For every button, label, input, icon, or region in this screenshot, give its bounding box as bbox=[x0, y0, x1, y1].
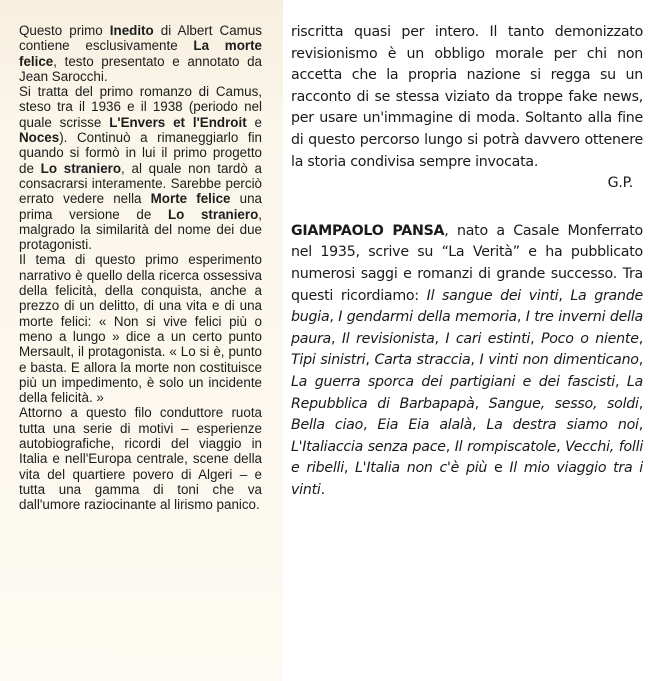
author-signature: G.P. bbox=[607, 175, 633, 192]
bold-title: Lo straniero bbox=[167, 206, 259, 222]
text-run: Il tema di questo primo esperimento narrativo è quello della ricerca ossessiva della felicità, della conquista, anche a prezzo di un delitto, di una vita e di una morte felici: « Non si vive felici più o meno a lungo » dice a un certo punto Mersault, il protagonista. « Lo si è, punto e basta. E allora la morte non costituisce più un impedimento, è solo un incidente della felicità. » bbox=[19, 252, 262, 406]
book-title: I tre inverni della paura bbox=[291, 309, 643, 347]
title-separator: , bbox=[638, 417, 643, 434]
description-paragraph bbox=[19, 252, 262, 405]
title-separator: , bbox=[638, 395, 643, 412]
book-titles-list bbox=[291, 288, 643, 477]
book-title: I vinti non dimenticano bbox=[479, 352, 639, 369]
description-paragraph bbox=[19, 84, 262, 252]
book-description-column bbox=[19, 23, 262, 513]
book-title: L'Italiaccia senza pace bbox=[291, 438, 446, 455]
book-title: Il revisionista bbox=[341, 330, 435, 347]
book-title: Sangue, sesso, soldi bbox=[488, 395, 639, 412]
text-run: una prima versione de bbox=[19, 191, 262, 222]
text-run: di Albert Camus contiene esclusivamente bbox=[19, 23, 262, 54]
book-title: Carta straccia bbox=[374, 352, 471, 369]
book-title: La destra siamo noi bbox=[486, 417, 639, 434]
last-conjunction: e bbox=[487, 460, 510, 477]
title-separator: , bbox=[470, 352, 480, 369]
afterword-column bbox=[291, 22, 643, 501]
text-run: , malgrado la similarità del nome dei due protagonisti. bbox=[19, 206, 262, 253]
title-separator: , bbox=[472, 417, 487, 434]
title-separator: , bbox=[343, 460, 356, 477]
book-title: La guerra sporca dei partigiani e dei fascisti bbox=[291, 373, 616, 390]
text-run: e bbox=[246, 114, 263, 130]
book-title: Il mio viaggio tra i vinti bbox=[291, 460, 643, 498]
title-separator: , bbox=[556, 438, 566, 455]
book-title: Eia Eia alalà bbox=[377, 417, 473, 434]
text-run: , testo presentato e annotato da Jean Sarocchi. bbox=[19, 53, 262, 84]
bold-title: Morte felice bbox=[150, 191, 231, 207]
book-title: L'Italia non c'è più bbox=[355, 460, 488, 477]
title-separator: , bbox=[474, 395, 489, 412]
title-separator: , bbox=[638, 352, 644, 369]
book-title: La grande bugia bbox=[291, 287, 643, 326]
book-title: I cari estinti bbox=[445, 330, 531, 347]
book-title: La Repubblica di Barbapapà bbox=[291, 373, 643, 412]
bio-end: . bbox=[320, 481, 325, 498]
title-separator: , bbox=[530, 330, 541, 347]
title-separator: , bbox=[329, 309, 339, 326]
title-separator: , bbox=[330, 330, 342, 347]
bold-title: L'Envers et l'Endroit bbox=[109, 114, 247, 130]
book-title: Il rompiscatole bbox=[454, 438, 557, 455]
title-separator: , bbox=[558, 287, 571, 304]
title-separator: , bbox=[365, 352, 375, 369]
author-bio-intro: , nato a Casale Monferrato nel 1935, scrive su “La Verità” e ha pubblicato numerosi saggi e romanzi di grande successo. Tra questi ricordiamo: bbox=[291, 222, 643, 304]
book-title: Vecchi, folli e ribelli bbox=[291, 438, 644, 477]
bold-title: La morte felice bbox=[19, 38, 262, 69]
text-run: ). Continuò a rimaneggiarlo fin quando si formò in lui il primo progetto de bbox=[19, 130, 262, 176]
description-paragraph bbox=[19, 23, 262, 84]
book-title: Bella ciao bbox=[291, 417, 364, 434]
book-title: Poco o niente bbox=[540, 330, 639, 347]
text-run: Si tratta del primo romanzo di Camus, steso tra il 1936 e il 1938 (periodo nel quale scrisse bbox=[19, 84, 262, 130]
bold-title: Inedito bbox=[109, 23, 154, 38]
title-separator: , bbox=[516, 309, 526, 326]
title-separator: , bbox=[638, 330, 643, 347]
author-name: GIAMPAOLO PANSA bbox=[291, 222, 445, 239]
description-paragraph bbox=[19, 405, 262, 512]
bold-title: Lo straniero bbox=[40, 160, 122, 176]
title-separator: , bbox=[445, 438, 455, 455]
title-separator: , bbox=[363, 417, 378, 434]
bold-title: Noces bbox=[19, 130, 60, 146]
title-separator: , bbox=[434, 330, 446, 347]
author-bio bbox=[291, 221, 643, 502]
book-title: I gendarmi della memoria bbox=[338, 309, 517, 326]
book-title: Il sangue dei vinti bbox=[426, 287, 559, 304]
afterword-continuation: riscritta quasi per intero. Il tanto demonizzato revisionismo è un obbligo morale per chi non accetta che la propria nazione si regga su un racconto di se stessa viziato da troppe fake news, per usare un'immagine di moda. Soltanto alla fine di questo percorso lungo si potrà davvero ottenere la storia condivisa sempre invocata. bbox=[291, 24, 643, 170]
text-run: , al quale non tardò a consacrarsi interamente. Sarebbe perciò errato vedere nella bbox=[19, 160, 262, 207]
text-run: Questo primo bbox=[19, 23, 110, 38]
book-title: Tipi sinistri bbox=[291, 352, 366, 369]
title-separator: , bbox=[615, 373, 627, 390]
text-run: Attorno a questo filo conduttore ruota tutta una serie di motivi – esperienze autobiografiche, ricordi del viaggio in Italia e nell'Europa centrale, scene della vita del quartiere povero di Algeri – e tutta una gamma di toni che va dall'umore raziocinante al lirismo panico. bbox=[19, 405, 262, 513]
